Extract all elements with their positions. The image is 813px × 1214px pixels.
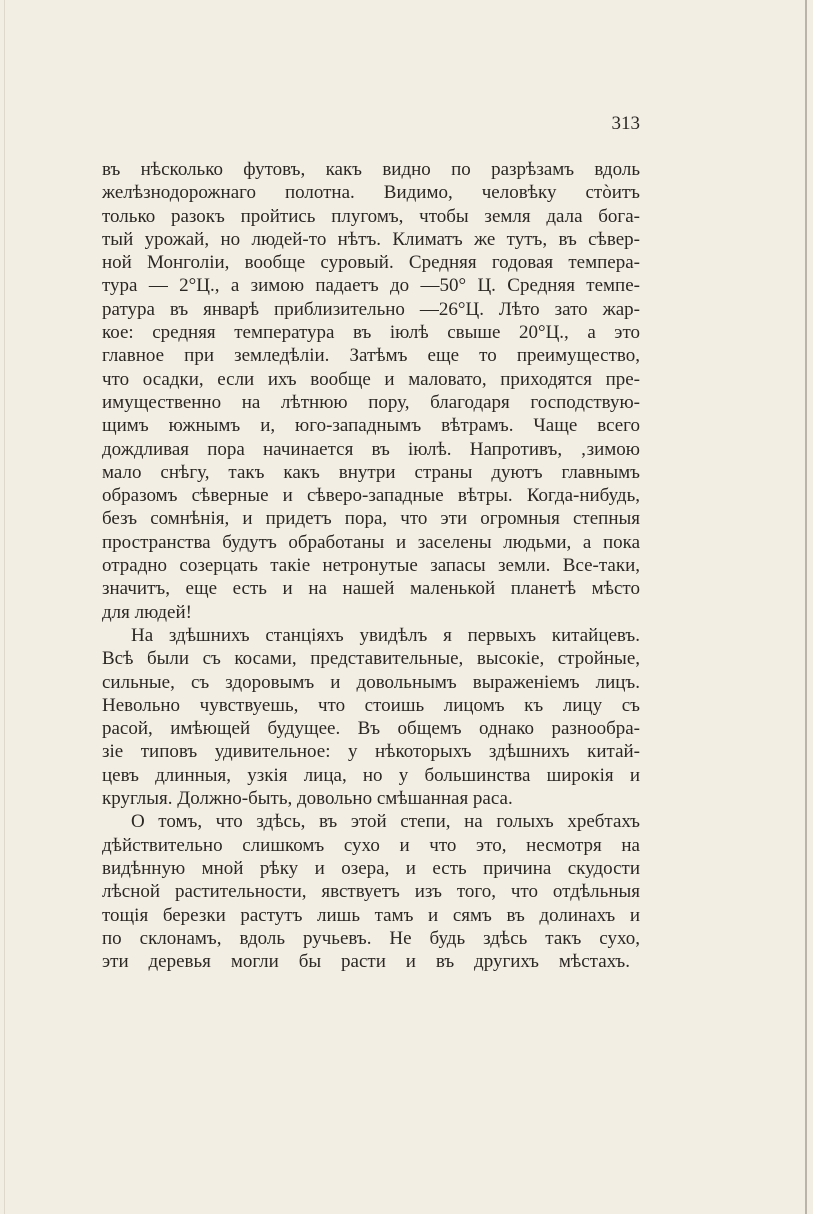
text-line: тура — 2°Ц., а зимою падаетъ до —50° Ц. Средняя темпе- bbox=[102, 275, 640, 297]
text-line: тощія березки растутъ лишь тамъ и сямъ въ долинахъ и bbox=[102, 904, 640, 926]
text-line: На здѣшнихъ станціяхъ увидѣлъ я первыхъ китайцевъ. bbox=[131, 624, 640, 646]
text-line: ной Монголіи, вообще суровый. Средняя годовая темпера- bbox=[102, 252, 640, 274]
page-binding-edge bbox=[805, 0, 807, 1214]
paragraph bbox=[102, 810, 640, 973]
text-line: по склонамъ, вдоль ручьевъ. Не будь здѣсь такъ сухо, bbox=[102, 927, 640, 949]
text-line: имущественно на лѣтнюю пору, благодаря господствую- bbox=[102, 391, 640, 413]
text-line: главное при земледѣліи. Затѣмъ еще то преимущество, bbox=[102, 345, 640, 367]
text-line: кое: средняя температура въ іюлѣ свыше 20°Ц., а это bbox=[102, 322, 640, 344]
text-line: цевъ длинныя, узкія лица, но у большинства широкія и bbox=[102, 764, 640, 786]
page-left-edge bbox=[4, 0, 5, 1214]
text-line: ратура въ январѣ приблизительно —26°Ц. Лѣто зато жар- bbox=[102, 298, 640, 320]
text-line: безъ сомнѣнія, и придетъ пора, что эти огромныя степныя bbox=[102, 508, 640, 530]
body-text bbox=[102, 158, 640, 973]
text-line: эти деревья могли бы расти и въ другихъ мѣстахъ. bbox=[102, 951, 630, 973]
paragraph bbox=[102, 158, 640, 624]
text-line: дѣйствительно слишкомъ сухо и что это, несмотря на bbox=[102, 834, 640, 856]
text-line: въ нѣсколько футовъ, какъ видно по разрѣзамъ вдоль bbox=[102, 159, 640, 180]
text-line: только разокъ пройтись плугомъ, чтобы земля дала бога- bbox=[102, 205, 640, 227]
text-line: круглыя. Должно-быть, довольно смѣшанная раса. bbox=[102, 788, 513, 810]
text-line: что осадки, если ихъ вообще и маловато, приходятся пре- bbox=[102, 368, 640, 390]
text-line: тый урожай, но людей-то нѣтъ. Климатъ же тутъ, въ сѣвер- bbox=[102, 228, 640, 250]
text-line: мало снѣгу, такъ какъ внутри страны дуютъ главнымъ bbox=[102, 461, 640, 483]
text-line: видѣнную мной рѣку и озера, и есть причина скудости bbox=[102, 857, 640, 879]
text-line: для людей! bbox=[102, 601, 192, 623]
text-line: О томъ, что здѣсь, въ этой степи, на голыхъ хребтахъ bbox=[131, 811, 640, 833]
text-line: значитъ, еще есть и на нашей маленькой планетѣ мѣсто bbox=[102, 578, 640, 600]
text-line: образомъ сѣверные и сѣверо-западные вѣтры. Когда-нибудь, bbox=[102, 485, 640, 507]
text-line: Невольно чувствуешь, что стоишь лицомъ къ лицу съ bbox=[102, 694, 640, 716]
text-line: расой, имѣющей будущее. Въ общемъ однако разнообра- bbox=[102, 718, 640, 740]
paragraph bbox=[102, 624, 640, 810]
page-number: 313 bbox=[611, 113, 640, 134]
text-line: щимъ южнымъ и, юго-западнымъ вѣтрамъ. Чаще всего bbox=[102, 415, 640, 437]
text-line: сильные, съ здоровымъ и довольнымъ выраженіемъ лицъ. bbox=[102, 671, 640, 693]
text-line: желѣзнодорожнаго полотна. Видимо, человѣку стòитъ bbox=[102, 182, 640, 204]
text-line: Всѣ были съ косами, представительные, высокіе, стройные, bbox=[102, 648, 640, 670]
text-line: отрадно созерцать такіе нетронутые запасы земли. Все-таки, bbox=[102, 555, 640, 577]
text-line: лѣсной растительности, явствуетъ изъ того, что отдѣльныя bbox=[102, 881, 640, 903]
text-line: дождливая пора начинается въ іюлѣ. Напротивъ, ‚зимою bbox=[102, 438, 640, 460]
text-line: зіе типовъ удивительное: у нѣкоторыхъ здѣшнихъ китай- bbox=[102, 741, 640, 763]
text-line: пространства будутъ обработаны и заселены людьми, а пока bbox=[102, 531, 640, 553]
